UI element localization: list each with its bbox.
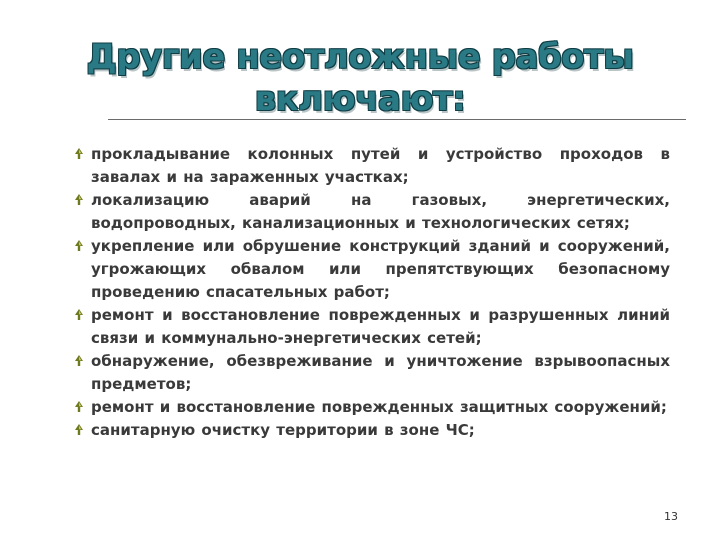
olive-arrow-bullet-icon	[73, 193, 85, 206]
slide-title	[0, 36, 720, 120]
olive-arrow-bullet-icon	[73, 354, 85, 367]
bullet-item	[73, 235, 670, 304]
bullet-item-text: укрепление или обрушение конструкций зданий и сооружений, угрожающих обвалом или препятствующих безопасному проведению спасательных работ;	[91, 237, 670, 301]
bullet-item	[73, 350, 670, 396]
bullet-item	[73, 143, 670, 189]
bullet-item-text: локализацию аварий на газовых, энергетических, водопроводных, канализационных и технологических сетях;	[91, 191, 670, 232]
slide-content	[73, 143, 670, 442]
bullet-item-text: ремонт и восстановление поврежденных защитных сооружений;	[91, 398, 667, 416]
olive-arrow-bullet-icon	[73, 423, 85, 436]
bullet-item-text: санитарную очистку территории в зоне ЧС;	[91, 421, 475, 439]
title-divider	[108, 119, 686, 120]
bullet-item-text: ремонт и восстановление поврежденных и разрушенных линий связи и коммунально-энергетических сетей;	[91, 306, 670, 347]
bullet-item	[73, 189, 670, 235]
olive-arrow-bullet-icon	[73, 239, 85, 252]
bullet-item	[73, 419, 670, 442]
bullet-item	[73, 396, 670, 419]
bullet-item-text: обнаружение, обезвреживание и уничтожение взрывоопасных предметов;	[91, 352, 670, 393]
slide-title-line-1: Другие неотложные работы	[86, 37, 634, 77]
olive-arrow-bullet-icon	[73, 400, 85, 413]
olive-arrow-bullet-icon	[73, 308, 85, 321]
olive-arrow-bullet-icon	[73, 147, 85, 160]
slide-title-line-2: включают:	[254, 79, 466, 119]
bullet-item-text: прокладывание колонных путей и устройство проходов в завалах и на зараженных участках;	[91, 145, 670, 186]
bullet-list	[73, 143, 670, 442]
page-number: 13	[664, 510, 678, 523]
bullet-item	[73, 304, 670, 350]
